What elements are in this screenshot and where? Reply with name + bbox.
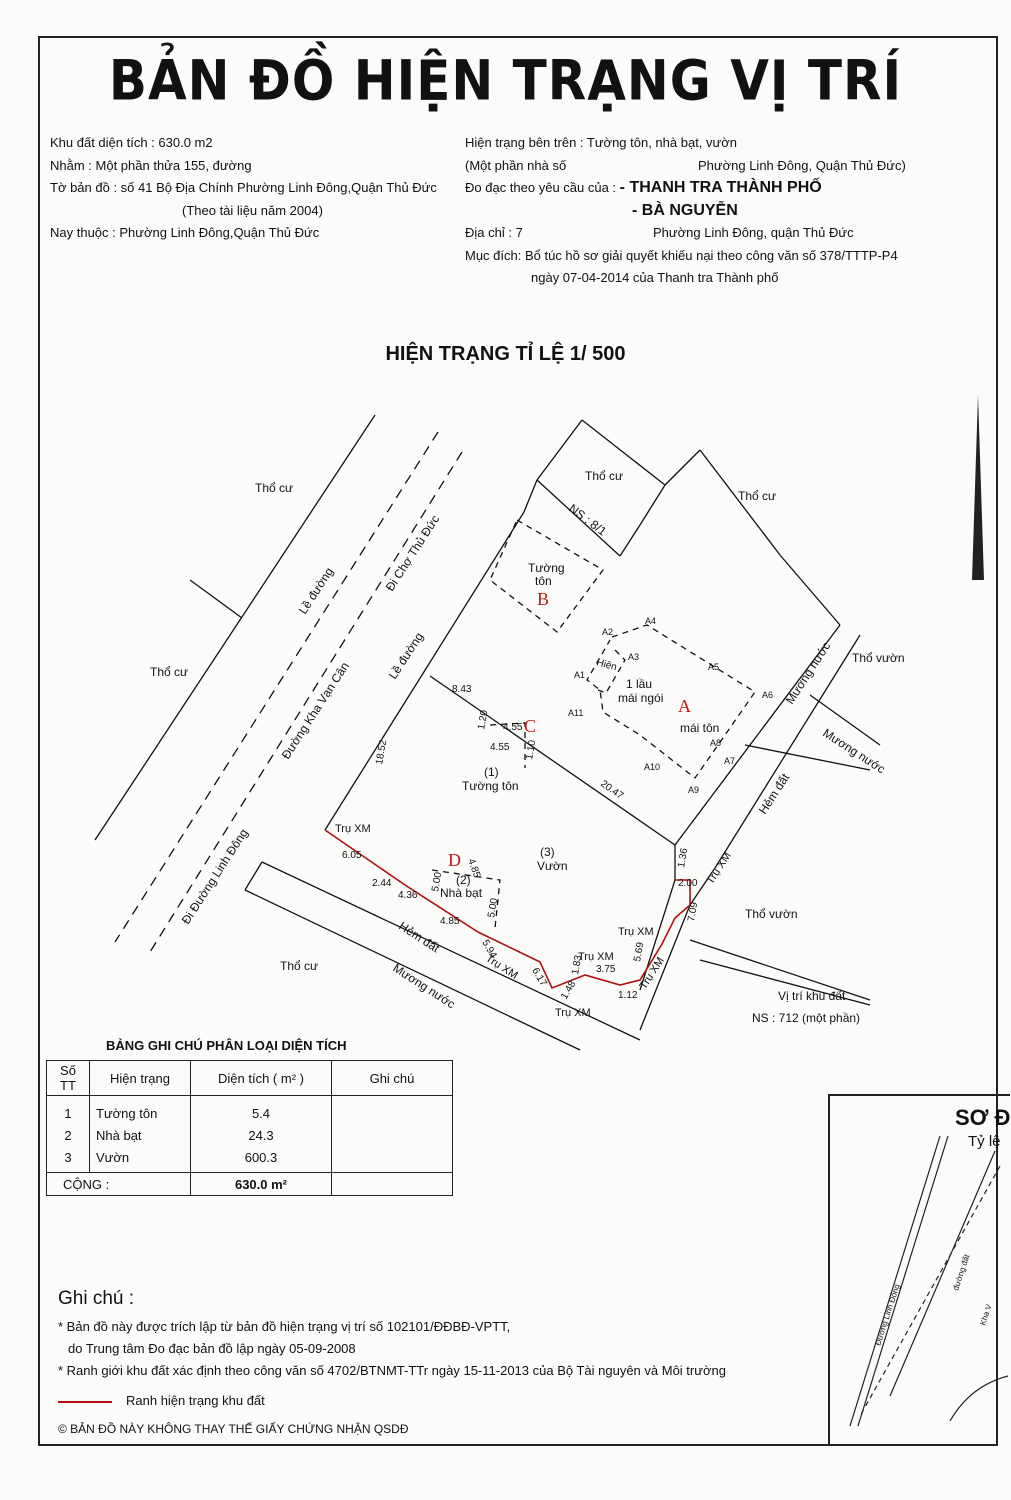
info-sheet: Tờ bản đồ : số 41 Bộ Địa Chính Phường Linh Đông,Quận Thủ Đức xyxy=(50,180,437,195)
point-a1: A1 xyxy=(574,670,586,680)
label-ton: tôn xyxy=(535,574,552,588)
label-tru-xm-1: Trụ XM xyxy=(335,823,371,835)
info-requester-1: - THANH TRA THÀNH PHỐ xyxy=(619,179,822,196)
label-ns81: NS : 8/1 xyxy=(566,501,610,539)
legend-label: Ranh hiện trạng khu đất xyxy=(126,1393,265,1408)
dim-2-44: 2.44 xyxy=(372,878,392,889)
red-label-d: D xyxy=(448,850,461,870)
info-house: (Một phần nhà số xyxy=(465,157,567,173)
label-tho-cu-3: Thổ cư xyxy=(585,469,624,483)
label-le-duong-1: Lề đường xyxy=(295,564,337,617)
point-a4: A4 xyxy=(645,616,657,626)
lot-boundary xyxy=(190,580,242,618)
dim-5-94: 5.94 xyxy=(479,938,499,961)
point-a7: A7 xyxy=(724,756,736,766)
dim-1-36: 1.36 xyxy=(676,847,691,869)
table-row: 3 Vườn 600.3 xyxy=(47,1146,453,1173)
label-tho-vuon-2: Thổ vườn xyxy=(745,907,798,921)
label-hem-dat-2: Hẻm đất xyxy=(396,918,443,956)
point-a2: A2 xyxy=(602,627,614,637)
info-belongs: Nay thuộc : Phường Linh Đông,Quận Thủ Đức xyxy=(50,225,320,240)
label-p3-name: Vườn xyxy=(537,859,568,873)
table-total-row xyxy=(47,1173,453,1196)
point-a6: A6 xyxy=(762,690,774,700)
label-mai-ngoi: mái ngói xyxy=(618,691,664,705)
label-hien: Hiên xyxy=(595,657,618,674)
label-p2-name: Nhà bạt xyxy=(440,886,483,900)
info-requester-2: - BÀ NGUYỄN xyxy=(632,201,738,219)
dim-18-52: 18.52 xyxy=(374,738,390,766)
area-table xyxy=(46,1060,453,1196)
info-address: Địa chỉ : 7 xyxy=(465,225,523,240)
map-title: BẢN ĐỒ HIỆN TRẠNG VỊ TRÍ xyxy=(108,49,903,113)
dim-8-43: 8.43 xyxy=(452,684,472,695)
label-tho-cu-4: Thổ cư xyxy=(738,489,777,503)
dim-6-05: 6.05 xyxy=(342,850,362,861)
red-label-a: A xyxy=(678,696,691,716)
road-centerline-2 xyxy=(150,452,462,952)
label-vi-tri: Vị trí khu đất xyxy=(778,989,846,1003)
north-arrow xyxy=(972,395,984,580)
label-lau: 1 lầu xyxy=(626,677,653,691)
parcel-north-edge xyxy=(780,555,840,625)
inset-label-linh-dong: Đường Linh Đông xyxy=(873,1282,902,1347)
dim-6-17: 6.17 xyxy=(529,966,549,989)
table-row: 1 Tường tôn 5.4 xyxy=(47,1096,453,1125)
col-area: Diện tích ( m² ) xyxy=(191,1061,332,1096)
boundary-legend-line xyxy=(58,1401,112,1403)
inset-title: SƠ Đ xyxy=(955,1105,1011,1130)
label-ns712: NS : 712 (một phần) xyxy=(752,1011,861,1025)
total-label: CỘNG : xyxy=(47,1173,191,1196)
label-tru-xm-7: Trụ XM xyxy=(704,850,734,887)
dim-5-00-b: 5.00 xyxy=(486,897,501,919)
note-1-cont: do Trung tâm Đo đạc bản đồ lập ngày 05-09-2008 xyxy=(68,1341,356,1356)
label-muong-nuoc-1: Mương nước xyxy=(782,639,834,707)
total-value: 630.0 m² xyxy=(191,1173,332,1196)
dim-5-00-a: 5.00 xyxy=(430,871,445,893)
inset-label-kha-van: Kha V xyxy=(978,1303,994,1327)
label-le-duong-2: Lề đường xyxy=(385,629,427,682)
info-status: Hiện trạng bên trên : Tường tôn, nhà bạt, vườn xyxy=(465,135,737,150)
dim-20-47: 20.47 xyxy=(598,778,626,802)
info-goal: Mục đích: Bổ túc hồ sơ giải quyết khiếu nại theo công văn số 378/TTTP-P4 xyxy=(465,247,898,263)
label-p3: (3) xyxy=(540,845,555,859)
red-label-c: C xyxy=(524,716,537,736)
dim-1-83: 1.83 xyxy=(570,954,585,976)
label-tru-xm-2: Trụ XM xyxy=(483,952,520,982)
label-di-linh-dong: Đi Đường Linh Đông xyxy=(178,826,251,927)
info-requested: Đo đạc theo yêu cầu của : xyxy=(465,180,617,195)
info-purpose: Nhằm : Một phần thửa 155, đường xyxy=(50,157,252,173)
inset-label-duong-dat: đường đất xyxy=(951,1253,972,1292)
info-ward: Phường Linh Đông, Quận Thủ Đức) xyxy=(698,157,906,173)
label-tho-cu-1: Thổ cư xyxy=(255,481,294,495)
point-a11: A11 xyxy=(568,708,584,718)
label-muong-nuoc-3: Mương nước xyxy=(390,960,458,1012)
road-centerline-1 xyxy=(115,432,438,942)
dim-4-55-b: 4.55 xyxy=(490,742,510,753)
info-area: Khu đất diện tích : 630.0 m2 xyxy=(50,135,213,150)
note-1: * Bản đồ này được trích lập từ bản đồ hiện trạng vị trí số 102101/ĐĐBĐ-VPTT, xyxy=(58,1319,511,1334)
label-hem-dat-1: Hẻm đất xyxy=(755,770,793,817)
point-a3: A3 xyxy=(628,652,640,662)
label-tho-cu-2: Thổ cư xyxy=(150,665,189,679)
notes-heading: Ghi chú : xyxy=(58,1288,135,1309)
point-a5: A5 xyxy=(708,662,720,672)
point-a9: A9 xyxy=(688,785,700,795)
label-muong-nuoc-2: Mương nước xyxy=(820,725,888,777)
label-tru-xm-6: Trụ XM xyxy=(637,955,667,992)
dim-5-69: 5.69 xyxy=(632,941,647,963)
dim-4-55-a: 4.55 xyxy=(503,722,523,733)
dim-1-48: 1.48 xyxy=(559,979,579,1002)
note-2: * Ranh giới khu đất xác định theo công văn số 4702/BTNMT-TTr ngày 15-11-2013 của Bộ Tài nguyên và Môi trường xyxy=(58,1363,726,1378)
label-di-cho: Đi Chợ Thủ Đức xyxy=(382,512,443,594)
col-status: Hiện trạng xyxy=(90,1061,191,1096)
dim-4-85-b: 4.85 xyxy=(440,916,460,927)
label-tru-xm-3: Trụ XM xyxy=(555,1007,591,1019)
dim-1-10: 1.10 xyxy=(524,739,539,761)
dim-2-00: 2.00 xyxy=(678,878,698,889)
area-table-title: BẢNG GHI CHÚ PHÂN LOẠI DIỆN TÍCH xyxy=(106,1038,347,1053)
label-p1-name: Tường tôn xyxy=(462,779,519,793)
label-p2: (2) xyxy=(456,873,471,887)
disclaimer: © BẢN ĐỒ NÀY KHÔNG THAY THẾ GIẤY CHỨNG NHẬN QSDĐ xyxy=(58,1422,409,1436)
label-tuong: Tường xyxy=(528,561,565,575)
info-goal-date: ngày 07-04-2014 của Thanh tra Thành phố xyxy=(531,270,779,285)
notes xyxy=(58,1288,726,1440)
label-tho-vuon-1: Thổ vườn xyxy=(852,651,905,665)
dim-7-09: 7.09 xyxy=(686,901,701,923)
point-a10: A10 xyxy=(644,762,661,772)
dim-3-75: 3.75 xyxy=(596,964,616,975)
label-mai-ton: mái tôn xyxy=(680,721,720,735)
road-edge-1 xyxy=(95,415,375,840)
label-tru-xm-5: Trụ XM xyxy=(618,926,654,938)
ditch-edge xyxy=(715,635,860,868)
inset-scale: Tỷ lệ xyxy=(968,1133,1001,1150)
col-note: Ghi chú xyxy=(332,1061,453,1096)
info-source: (Theo tài liệu năm 2004) xyxy=(182,202,323,218)
dim-4-36: 4.36 xyxy=(398,890,418,901)
dim-1-12: 1.12 xyxy=(618,990,638,1001)
table-row: 2 Nhà bạt 24.3 xyxy=(47,1124,453,1146)
dim-1-20: 1.20 xyxy=(476,709,491,731)
label-tho-cu-5: Thổ cư xyxy=(280,959,319,973)
label-tru-xm-4: Trụ XM xyxy=(578,951,614,963)
red-label-b: B xyxy=(537,589,550,609)
scale-title: HIỆN TRẠNG TỈ LỆ 1/ 500 xyxy=(385,343,626,365)
label-p1: (1) xyxy=(484,765,499,779)
point-a8: A8 xyxy=(710,738,722,748)
dim-4-85-a: 4.85 xyxy=(465,857,483,880)
col-stt: Số TT xyxy=(47,1061,90,1096)
info-address-ward: Phường Linh Đông, quận Thủ Đức xyxy=(653,225,854,240)
label-kha-van-can: Đường Kha Vạn Cân xyxy=(278,659,352,762)
